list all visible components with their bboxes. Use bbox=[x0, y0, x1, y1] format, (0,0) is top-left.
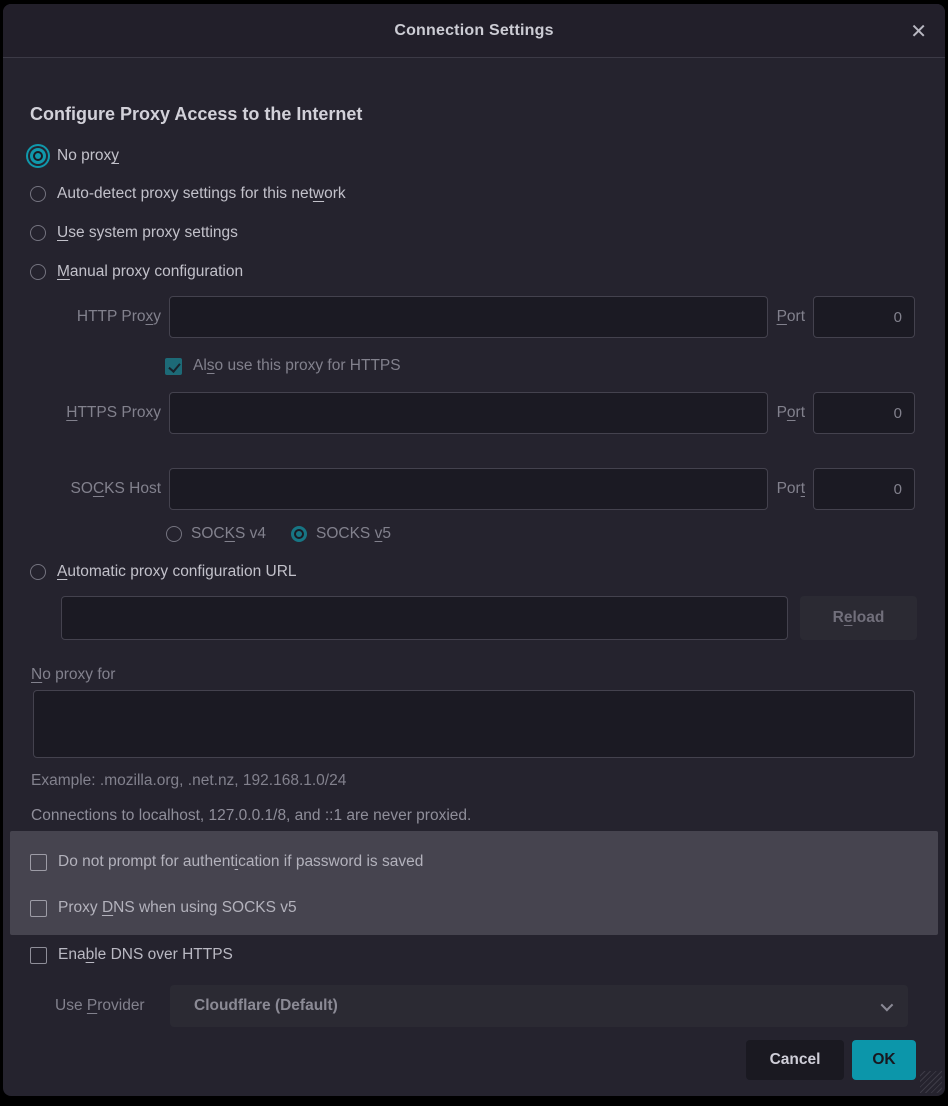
radio-button-icon[interactable] bbox=[30, 264, 46, 280]
radio-socks-v4[interactable] bbox=[166, 522, 266, 546]
radio-label: Manual proxy configuration bbox=[57, 263, 244, 280]
checkbox-label: Also use this proxy for HTTPS bbox=[193, 357, 401, 374]
resize-grip-icon[interactable] bbox=[920, 1071, 942, 1093]
http-port-label: Port bbox=[776, 308, 805, 325]
dialog-title: Connection Settings bbox=[394, 21, 554, 39]
radio-button-icon[interactable] bbox=[30, 564, 46, 580]
chevron-down-icon bbox=[881, 998, 894, 1011]
socks-host-input[interactable] bbox=[169, 468, 768, 510]
checkbox-icon[interactable] bbox=[30, 947, 47, 964]
radio-socks-v5[interactable] bbox=[291, 522, 391, 546]
cancel-button[interactable]: Cancel bbox=[746, 1040, 844, 1080]
section-heading: Configure Proxy Access to the Internet bbox=[30, 104, 363, 124]
doh-provider-row bbox=[55, 985, 908, 1027]
radio-label: Auto-detect proxy settings for this network bbox=[57, 185, 346, 202]
checkbox-label: Proxy DNS when using SOCKS v5 bbox=[58, 899, 297, 916]
radio-no-proxy[interactable] bbox=[30, 144, 119, 168]
checkbox-share-proxy[interactable] bbox=[165, 354, 401, 378]
localhost-note-text: Connections to localhost, 127.0.0.1/8, and ::1 are never proxied. bbox=[31, 807, 472, 824]
doh-provider-value: Cloudflare (Default) bbox=[194, 997, 338, 1014]
automatic-url-row bbox=[61, 596, 917, 640]
radio-manual-proxy[interactable] bbox=[30, 260, 243, 284]
checkbox-label: Do not prompt for authentication if password is saved bbox=[58, 853, 424, 870]
socks-host-row bbox=[30, 468, 915, 510]
https-port-label: Port bbox=[776, 404, 805, 421]
automatic-url-input[interactable] bbox=[61, 596, 788, 640]
checkbox-label: Enable DNS over HTTPS bbox=[58, 946, 233, 963]
reload-button[interactable]: Reload bbox=[800, 596, 917, 640]
checkbox-proxy-dns-socks5[interactable] bbox=[30, 896, 297, 920]
ok-button[interactable]: OK bbox=[852, 1040, 916, 1080]
radio-label: No proxy bbox=[57, 147, 120, 164]
radio-label: Automatic proxy configuration URL bbox=[57, 563, 297, 580]
checkbox-enable-doh[interactable] bbox=[30, 943, 233, 967]
http-proxy-label: HTTP Proxy bbox=[76, 308, 161, 325]
http-port-input[interactable] bbox=[813, 296, 915, 338]
no-proxy-example-text: Example: .mozilla.org, .net.nz, 192.168.1.0/24 bbox=[31, 772, 347, 789]
checkbox-icon[interactable] bbox=[165, 358, 182, 375]
radio-label: SOCKS v5 bbox=[316, 525, 391, 542]
http-proxy-input[interactable] bbox=[169, 296, 768, 338]
radio-button-icon[interactable] bbox=[30, 186, 46, 202]
checkbox-no-prompt-auth[interactable] bbox=[30, 850, 423, 874]
radio-button-icon[interactable] bbox=[30, 148, 46, 164]
connection-settings-dialog bbox=[3, 4, 945, 1096]
no-proxy-for-label: No proxy for bbox=[31, 666, 116, 683]
use-provider-label: Use Provider bbox=[55, 997, 145, 1014]
radio-auto-detect[interactable] bbox=[30, 182, 346, 206]
https-port-input[interactable] bbox=[813, 392, 915, 434]
radio-label: Use system proxy settings bbox=[57, 224, 238, 241]
radio-button-icon[interactable] bbox=[30, 225, 46, 241]
highlighted-options-block bbox=[10, 831, 938, 935]
socks-host-label: SOCKS Host bbox=[70, 480, 161, 497]
no-proxy-for-textarea[interactable] bbox=[33, 690, 915, 758]
https-proxy-label: HTTPS Proxy bbox=[66, 404, 161, 421]
radio-button-icon[interactable] bbox=[166, 526, 182, 542]
https-proxy-input[interactable] bbox=[169, 392, 768, 434]
doh-provider-dropdown[interactable] bbox=[170, 985, 908, 1027]
radio-use-system[interactable] bbox=[30, 221, 238, 245]
radio-label: SOCKS v4 bbox=[191, 525, 266, 542]
socks-port-input[interactable] bbox=[813, 468, 915, 510]
https-proxy-row bbox=[30, 392, 915, 434]
checkbox-icon[interactable] bbox=[30, 900, 47, 917]
close-icon[interactable]: ✕ bbox=[910, 20, 927, 43]
dialog-titlebar bbox=[3, 4, 945, 58]
socks-port-label: Port bbox=[776, 480, 805, 497]
http-proxy-row bbox=[30, 296, 915, 338]
radio-automatic-proxy[interactable] bbox=[30, 560, 297, 584]
radio-button-icon[interactable] bbox=[291, 526, 307, 542]
checkbox-icon[interactable] bbox=[30, 854, 47, 871]
